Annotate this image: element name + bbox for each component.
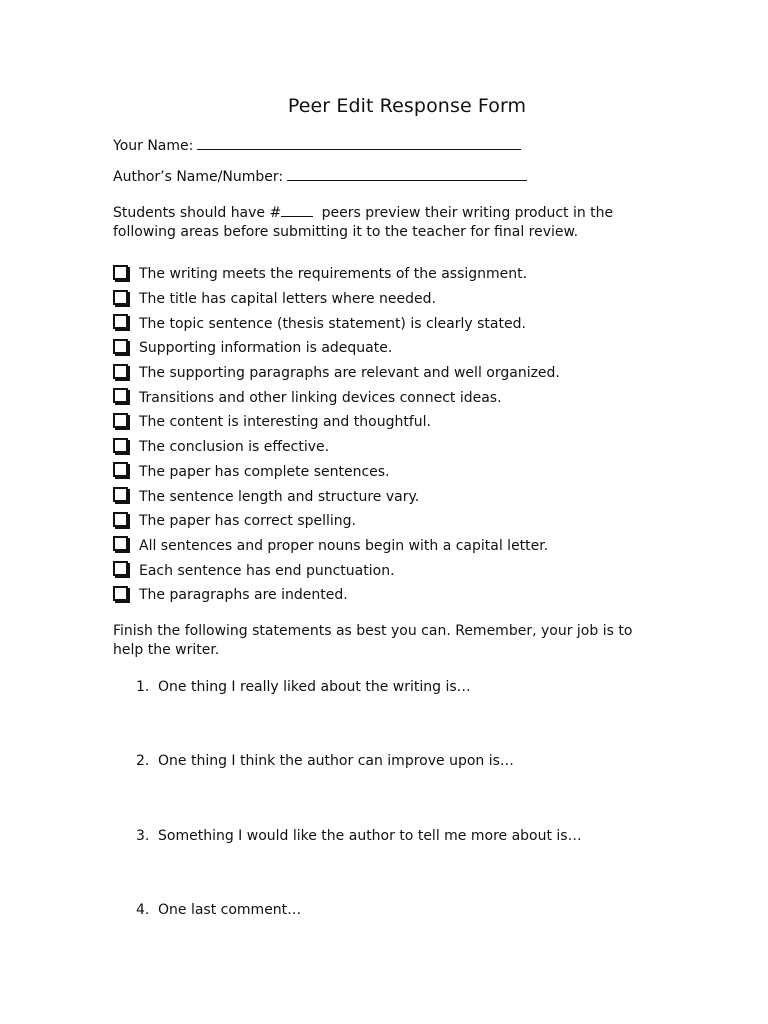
checklist-item-label: The paragraphs are indented.: [139, 587, 348, 604]
checklist-item: [113, 484, 560, 509]
checklist-item: [113, 558, 560, 583]
question-text: One thing I really liked about the writing is…: [158, 679, 471, 695]
checklist-item-label: The title has capital letters where needed.: [139, 291, 436, 308]
question-3: [136, 828, 582, 844]
question-number: 4.: [136, 902, 150, 918]
checklist-item-label: Each sentence has end punctuation.: [139, 562, 395, 579]
checklist-item: [113, 336, 560, 361]
checklist-item: [113, 385, 560, 410]
intro-paragraph: [113, 204, 658, 242]
your-name-field: [113, 136, 521, 154]
author-name-blank-line[interactable]: [287, 167, 527, 181]
checkbox-icon[interactable]: [113, 462, 128, 477]
your-name-label: Your Name:: [113, 138, 194, 154]
checkbox-icon[interactable]: [113, 586, 128, 601]
question-1: [136, 679, 471, 695]
checklist-item-label: The paper has complete sentences.: [139, 463, 390, 480]
checklist-item: [113, 534, 560, 559]
peer-count-blank[interactable]: [281, 204, 313, 217]
checklist-item-label: The content is interesting and thoughtful.: [139, 414, 431, 431]
checklist-item-label: All sentences and proper nouns begin with a capital letter.: [139, 537, 549, 554]
checklist-item-label: Supporting information is adequate.: [139, 340, 393, 357]
checkbox-icon[interactable]: [113, 512, 128, 527]
question-4: [136, 902, 301, 918]
question-text: Something I would like the author to tell me more about is…: [158, 828, 582, 844]
checkbox-icon[interactable]: [113, 487, 128, 502]
checkbox-icon[interactable]: [113, 314, 128, 329]
checkbox-icon[interactable]: [113, 561, 128, 576]
checkbox-icon[interactable]: [113, 364, 128, 379]
checklist-item: [113, 361, 560, 386]
checklist-item: [113, 460, 560, 485]
question-2: [136, 753, 514, 769]
intro-text-end: peers preview their writing product in the following areas before submitting it to the teacher for final review.: [113, 205, 614, 240]
checklist-item-label: The supporting paragraphs are relevant and well organized.: [139, 365, 560, 382]
checklist-item-label: The sentence length and structure vary.: [139, 488, 420, 505]
question-number: 1.: [136, 679, 150, 695]
checkbox-icon[interactable]: [113, 438, 128, 453]
checklist-item: [113, 583, 560, 608]
question-number: 3.: [136, 828, 150, 844]
your-name-blank-line[interactable]: [197, 136, 521, 150]
checkbox-icon[interactable]: [113, 388, 128, 403]
checklist-item: [113, 311, 560, 336]
checklist-item-label: The writing meets the requirements of the assignment.: [139, 266, 528, 283]
question-text: One thing I think the author can improve upon is…: [158, 753, 514, 769]
checkbox-icon[interactable]: [113, 265, 128, 280]
checklist-item-label: Transitions and other linking devices connect ideas.: [139, 389, 502, 406]
checklist-item-label: The topic sentence (thesis statement) is clearly stated.: [139, 315, 526, 332]
page-title: Peer Edit Response Form: [287, 95, 527, 117]
checklist-item: [113, 435, 560, 460]
checklist-item: [113, 262, 560, 287]
checklist-item-label: The conclusion is effective.: [139, 439, 330, 456]
intro-text-start: Students should have #: [113, 205, 282, 221]
checkbox-icon[interactable]: [113, 290, 128, 305]
checklist-item: [113, 410, 560, 435]
question-number: 2.: [136, 753, 150, 769]
author-name-field: [113, 167, 527, 185]
checklist: [113, 262, 560, 608]
checklist-item: [113, 287, 560, 312]
checkbox-icon[interactable]: [113, 536, 128, 551]
checkbox-icon[interactable]: [113, 339, 128, 354]
finish-instructions: Finish the following statements as best you can. Remember, your job is to help the writer.: [113, 623, 633, 658]
checklist-item: [113, 509, 560, 534]
checkbox-icon[interactable]: [113, 413, 128, 428]
question-text: One last comment…: [158, 902, 302, 918]
author-name-label: Author’s Name/Number:: [113, 169, 284, 185]
checklist-item-label: The paper has correct spelling.: [139, 513, 356, 530]
